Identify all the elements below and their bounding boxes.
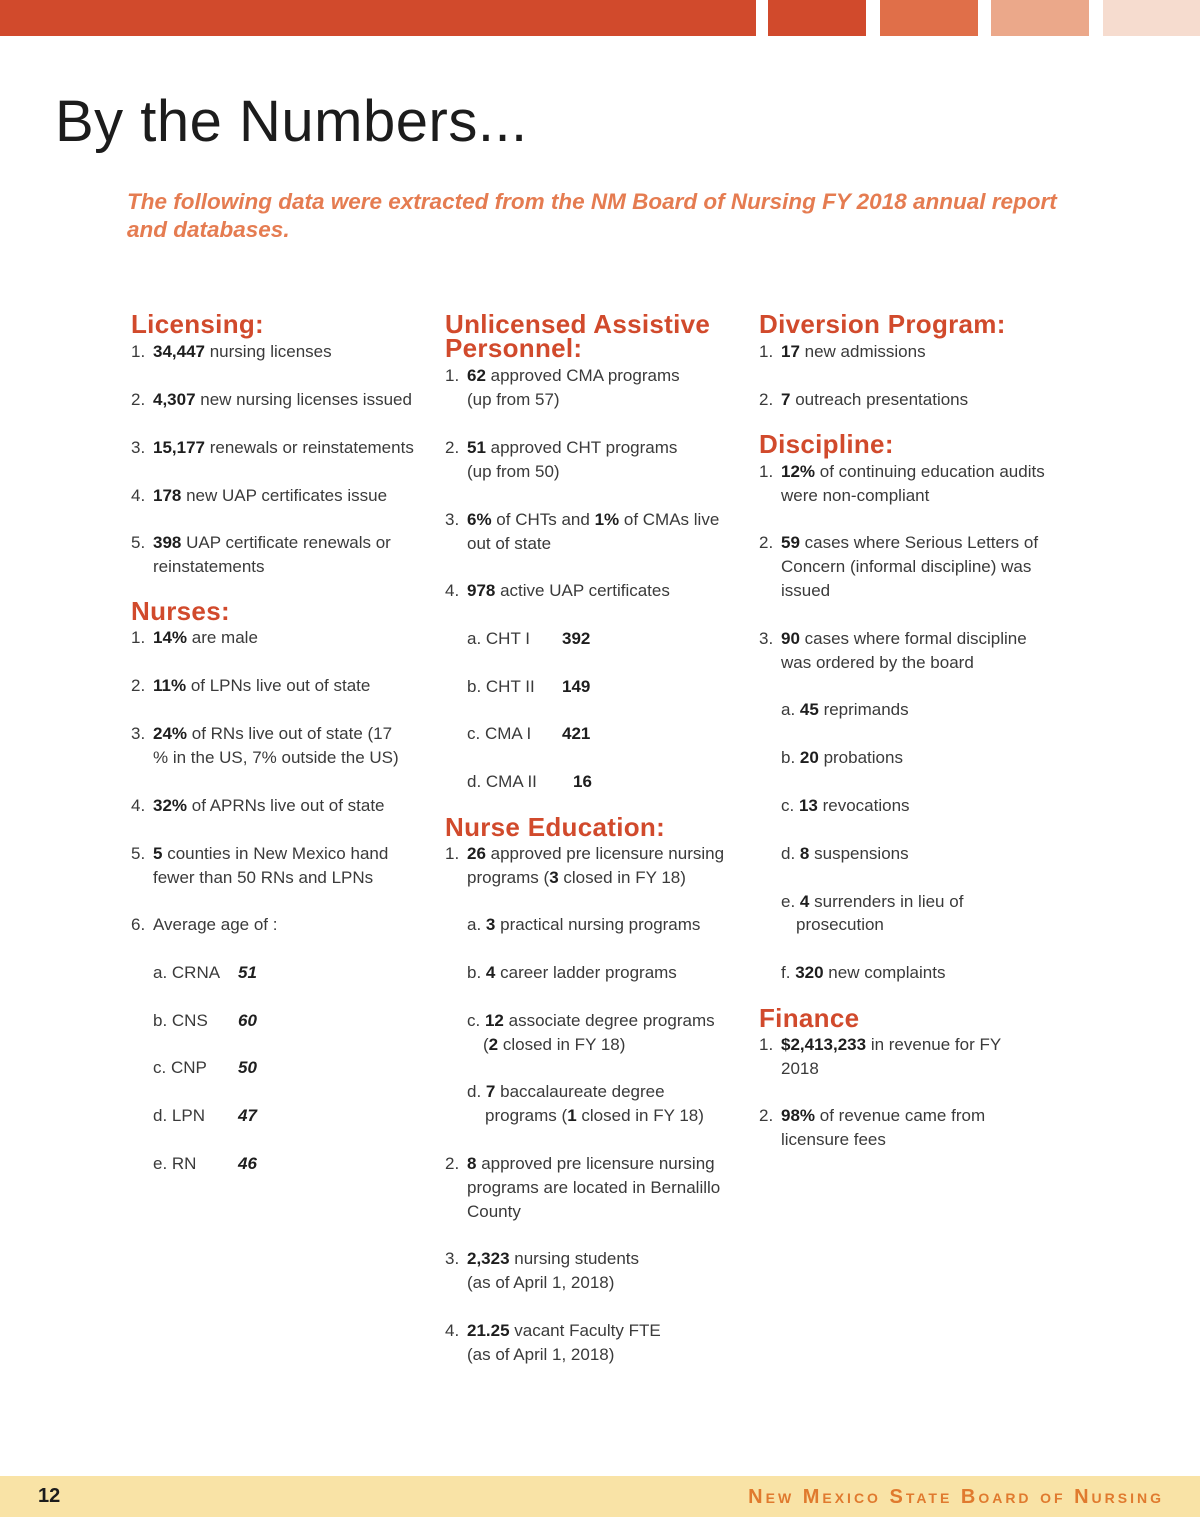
discipline-section bbox=[759, 429, 1059, 459]
list-item: 2. 4,307 new nursing licenses issued bbox=[131, 390, 412, 409]
sub-item: c. 13 revocations bbox=[781, 796, 910, 815]
cert-value: 392 bbox=[562, 629, 591, 648]
list-item: 3. 2,323 nursing students bbox=[445, 1249, 640, 1268]
nurses-section bbox=[131, 596, 426, 626]
color-bar bbox=[0, 0, 756, 36]
age-value: 50 bbox=[238, 1058, 257, 1077]
cert-label: d. CMA II bbox=[467, 772, 537, 791]
list-item: 4. 978 active UAP certificates bbox=[445, 581, 670, 600]
sub-item: d. 7 baccalaureate degree bbox=[467, 1082, 665, 1101]
list-item-continuation: out of state bbox=[467, 534, 552, 553]
list-item: 1. 34,447 nursing licenses bbox=[131, 342, 332, 361]
age-value: 51 bbox=[238, 963, 257, 982]
list-item-continuation: (up from 50) bbox=[467, 462, 560, 481]
list-item: 1. 12% of continuing education audits bbox=[759, 462, 1045, 481]
age-value: 46 bbox=[238, 1154, 257, 1173]
cert-value: 421 bbox=[562, 724, 591, 743]
list-item-continuation: (as of April 1, 2018) bbox=[467, 1273, 615, 1292]
list-item-continuation: County bbox=[467, 1202, 521, 1221]
cert-label: a. CHT I bbox=[467, 629, 530, 648]
header-color-bars bbox=[0, 0, 1200, 36]
list-item: 4. 21.25 vacant Faculty FTE bbox=[445, 1321, 661, 1340]
list-item: 1. $2,413,233 in revenue for FY bbox=[759, 1035, 1002, 1054]
list-item-continuation: programs are located in Bernalillo bbox=[467, 1178, 721, 1197]
sub-item-continuation: prosecution bbox=[796, 915, 884, 934]
color-bar bbox=[768, 0, 866, 36]
education-section bbox=[445, 812, 745, 842]
list-item: 1. 17 new admissions bbox=[759, 342, 926, 361]
cert-label: b. CHT II bbox=[467, 677, 535, 696]
list-item: 2. 7 outreach presentations bbox=[759, 390, 969, 409]
age-label: d. LPN bbox=[153, 1106, 205, 1125]
licensing-heading: Licensing: bbox=[131, 309, 265, 339]
nurses-heading: Nurses: bbox=[131, 596, 230, 626]
list-item: 4. 178 new UAP certificates issue bbox=[131, 486, 388, 505]
list-item-continuation: fewer than 50 RNs and LPNs bbox=[153, 868, 374, 887]
sub-item-continuation: (2 closed in FY 18) bbox=[483, 1035, 626, 1054]
list-item: 1. 26 approved pre licensure nursing bbox=[445, 844, 725, 863]
list-item: 2. 11% of LPNs live out of state bbox=[131, 676, 371, 695]
page-footer bbox=[0, 1476, 1200, 1517]
age-label: c. CNP bbox=[153, 1058, 207, 1077]
sub-item: b. 4 career ladder programs bbox=[467, 963, 677, 982]
organization-name: New Mexico State Board of Nursing bbox=[748, 1486, 1164, 1508]
list-item: 2. 8 approved pre licensure nursing bbox=[445, 1154, 715, 1173]
list-item: 2. 59 cases where Serious Letters of bbox=[759, 533, 1039, 552]
finance-section bbox=[759, 1003, 1059, 1033]
uap-section bbox=[445, 309, 745, 363]
page-number: 12 bbox=[38, 1485, 61, 1507]
list-item-continuation: Concern (informal discipline) was bbox=[781, 557, 1032, 576]
list-item-continuation: 2018 bbox=[781, 1059, 819, 1078]
sub-item: d. 8 suspensions bbox=[781, 844, 909, 863]
education-heading: Nurse Education: bbox=[445, 812, 666, 842]
sub-item: b. 20 probations bbox=[781, 748, 903, 767]
licensing-section bbox=[131, 309, 426, 339]
age-value: 47 bbox=[238, 1106, 257, 1125]
list-item-continuation: (up from 57) bbox=[467, 390, 560, 409]
cert-label: c. CMA I bbox=[467, 724, 532, 743]
list-item-continuation: (as of April 1, 2018) bbox=[467, 1345, 615, 1364]
list-item-continuation: licensure fees bbox=[781, 1130, 886, 1149]
diversion-section bbox=[759, 309, 1059, 339]
list-item-continuation: issued bbox=[781, 581, 831, 600]
page-title: By the Numbers... bbox=[55, 89, 528, 154]
list-item: 3. 24% of RNs live out of state (17 bbox=[131, 724, 393, 743]
list-item: 2. 98% of revenue came from bbox=[759, 1106, 986, 1125]
list-item: 2. 51 approved CHT programs bbox=[445, 438, 678, 457]
uap-heading: Unlicensed Assistive bbox=[445, 309, 711, 339]
sub-item: c. 12 associate degree programs bbox=[467, 1011, 715, 1030]
sub-item: e. 4 surrenders in lieu of bbox=[781, 892, 964, 911]
sub-item-continuation: programs (1 closed in FY 18) bbox=[485, 1106, 704, 1125]
cert-value: 149 bbox=[562, 677, 591, 696]
list-item: 4. 32% of APRNs live out of state bbox=[131, 796, 385, 815]
list-item-continuation: programs (3 closed in FY 18) bbox=[467, 868, 686, 887]
list-item: 1. 62 approved CMA programs bbox=[445, 366, 680, 385]
list-item-continuation: % in the US, 7% outside the US) bbox=[153, 748, 399, 767]
list-item: 3. 15,177 renewals or reinstatements bbox=[131, 438, 414, 457]
list-item: 3. 6% of CHTs and 1% of CMAs live bbox=[445, 510, 720, 529]
list-item: 6. Average age of : bbox=[131, 915, 278, 934]
finance-heading: Finance bbox=[759, 1003, 860, 1033]
diversion-heading: Diversion Program: bbox=[759, 309, 1006, 339]
list-item-continuation: was ordered by the board bbox=[781, 653, 974, 672]
list-item-continuation: reinstatements bbox=[153, 557, 265, 576]
color-bar bbox=[880, 0, 978, 36]
sub-item: a. 45 reprimands bbox=[781, 700, 909, 719]
cert-value: 16 bbox=[573, 772, 592, 791]
age-label: a. CRNA bbox=[153, 963, 221, 982]
age-label: e. RN bbox=[153, 1154, 197, 1173]
list-item-continuation: were non-compliant bbox=[781, 486, 930, 505]
page-subtitle: The following data were extracted from the NM Board of Nursing FY 2018 annual report and databases. bbox=[127, 189, 1057, 242]
sub-item: a. 3 practical nursing programs bbox=[467, 915, 701, 934]
color-bar bbox=[1103, 0, 1200, 36]
age-label: b. CNS bbox=[153, 1011, 208, 1030]
list-item: 5. 5 counties in New Mexico hand bbox=[131, 844, 389, 863]
discipline-heading: Discipline: bbox=[759, 429, 894, 459]
age-value: 60 bbox=[238, 1011, 257, 1030]
list-item: 3. 90 cases where formal discipline bbox=[759, 629, 1027, 648]
sub-item: f. 320 new complaints bbox=[781, 963, 946, 982]
list-item: 5. 398 UAP certificate renewals or bbox=[131, 533, 391, 552]
uap-heading-line2: Personnel: bbox=[445, 333, 583, 363]
list-item: 1. 14% are male bbox=[131, 628, 258, 647]
color-bar bbox=[991, 0, 1089, 36]
